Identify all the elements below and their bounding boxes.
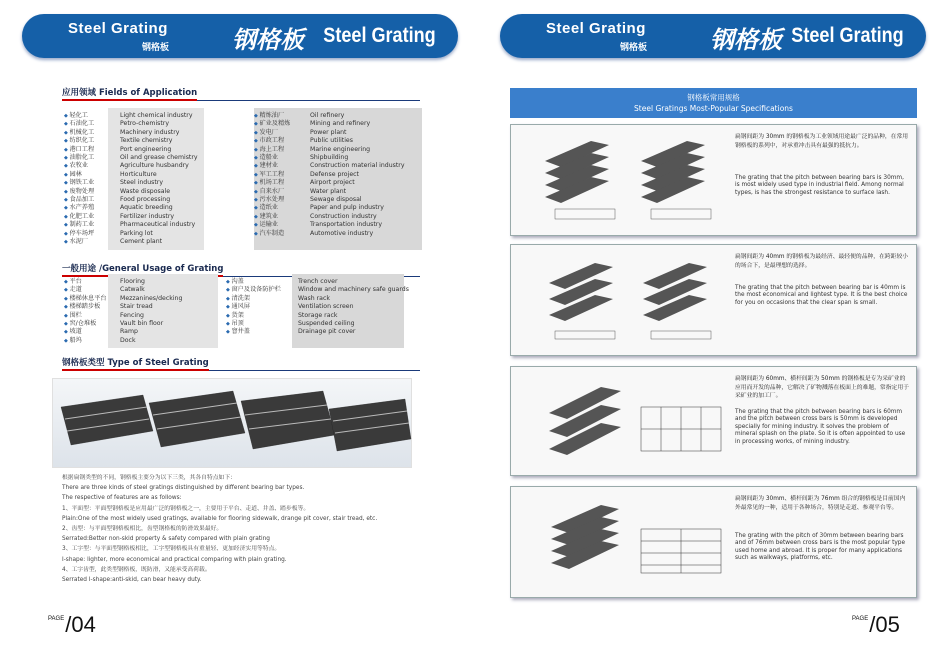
list-item [254, 230, 419, 238]
list-item [226, 303, 416, 311]
header-banner-left [22, 14, 458, 58]
list-item [254, 204, 419, 212]
section-title-usage: 一般用途 /General Usage of Grating [62, 262, 420, 277]
item-cn: ◆ 自来水厂 [254, 188, 310, 196]
item-cn: ◆ 精炼油厂 [254, 112, 310, 120]
page-number-right: $^{PAGE}$/05 [852, 612, 900, 637]
item-en: Mining and refinery [310, 120, 371, 128]
grating-drawing-40mm [521, 251, 731, 351]
list-item [64, 129, 254, 137]
list-item [254, 129, 419, 137]
item-en: Ramp [120, 328, 138, 336]
item-cn: ◆ 吊顶 [226, 320, 298, 328]
list-item [254, 162, 419, 170]
list-item [226, 328, 416, 336]
list-item [226, 286, 416, 294]
item-en: Airport project [310, 179, 355, 187]
item-cn: ◆ 军工工程 [254, 171, 310, 179]
item-cn: ◆ 通风屏 [226, 303, 298, 311]
item-cn: ◆ 钢铁工业 [64, 179, 120, 187]
item-cn: ◆ 发电厂 [254, 129, 310, 137]
item-cn: ◆ 石油化工 [64, 120, 120, 128]
spec-panel-40mm [510, 244, 917, 356]
item-en: Steel industry [120, 179, 163, 187]
spec-header-cn: 钢格板常用规格 [687, 93, 740, 102]
spec-panel-cn: 扁钢间距为 40mm 的钢格板为最经济、最轻便的品种，在跨距较小的场合下，是最理想的选择。 [735, 254, 909, 269]
item-en: Wash rack [298, 294, 330, 302]
item-en: Sewage disposal [310, 196, 362, 204]
types-text-line: 1、平面型：平面型钢格板是应用最广泛的钢格板之一，主要用于平台、走道、井盖、踏步板等。 [62, 505, 310, 512]
grating-drawing-60x50mm [521, 373, 731, 473]
item-en: Cement plant [120, 238, 163, 246]
item-cn: ◆ 货架 [226, 312, 298, 320]
header-banner-right [500, 14, 926, 58]
item-en: Vault bin floor [120, 320, 164, 328]
item-en: Catwalk [120, 286, 145, 294]
list-item [226, 295, 416, 303]
usage-list-right [226, 278, 416, 337]
item-en: Suspended ceiling [298, 320, 355, 328]
item-en: Drainage pit cover [298, 328, 356, 336]
list-item [254, 179, 419, 187]
item-cn: ◆ 楼梯踏步板 [64, 303, 120, 311]
spec-panel-en: The grating that the pitch between bearing bars is 30mm, is most widely used type in industrial field. Among normal types, is has the strongest resistance to surface lash. [735, 175, 904, 196]
list-item [64, 137, 254, 145]
item-cn: ◆ 清洗架 [226, 295, 298, 303]
item-cn: ◆ 运输业 [254, 221, 310, 229]
list-item [64, 312, 224, 320]
types-text-line: 3、工字型：与平面型钢格板相比，工字型钢格板具有重量轻、更加经济实用等特点。 [62, 546, 281, 553]
list-item [64, 188, 254, 196]
list-item [64, 146, 254, 154]
item-en: Waste disposale [120, 187, 171, 195]
types-text-line: The respective of features are as follows: [62, 495, 182, 502]
item-cn: ◆ 窖/仓堆板 [64, 320, 120, 328]
item-cn: ◆ 停车场坪 [64, 230, 120, 238]
item-cn: ◆ 海上工程 [254, 146, 310, 154]
list-item [64, 238, 254, 246]
list-item [226, 312, 416, 320]
item-cn: ◆ 港口工程 [64, 146, 120, 154]
list-item [64, 337, 224, 345]
item-en: Automotive industry [310, 229, 374, 237]
item-en: Horticulture [120, 170, 157, 178]
list-item [254, 154, 419, 162]
list-item [64, 171, 254, 179]
list-item [254, 188, 419, 196]
item-cn: ◆ 建筑业 [254, 213, 310, 221]
list-item [254, 120, 419, 128]
list-item [254, 196, 419, 204]
item-en: Light chemical industry [120, 112, 193, 119]
item-cn: ◆ 平台 [64, 278, 120, 286]
item-cn: ◆ 污水处理 [254, 196, 310, 204]
grating-drawing-30mm [521, 131, 731, 231]
item-cn: ◆ 水泥厂 [64, 238, 120, 246]
item-en: Paper and pulp industry [310, 204, 384, 212]
item-cn: ◆ 窗户及设备防护栏 [226, 286, 298, 294]
usage-list-left [64, 278, 224, 345]
list-item [64, 162, 254, 170]
spec-header-en: Steel Gratings Most-Popular Specifications [634, 104, 793, 113]
item-en: Public utilities [310, 137, 353, 145]
item-en: Water plant [310, 187, 347, 195]
list-item [64, 179, 254, 187]
list-item [64, 230, 254, 238]
types-text-line: I-shape: lighter, more economical and practical comparing with plain grating. [62, 556, 287, 563]
list-item [64, 221, 254, 229]
item-cn: ◆ 园林 [64, 171, 120, 179]
item-en: Oil refinery [310, 112, 345, 119]
grating-photo-drawing [53, 379, 413, 469]
item-en: Stair tread [120, 303, 153, 311]
item-en: Textile chemistry [120, 137, 173, 145]
item-cn: ◆ 水产养殖 [64, 204, 120, 212]
item-en: Dock [120, 336, 136, 344]
types-text-line: 4、工字齿型，此类型钢格板，既防滑，又能承受高荷载。 [62, 566, 211, 573]
item-cn: ◆ 油脂化工 [64, 154, 120, 162]
item-en: Flooring [120, 278, 145, 285]
types-text-line: Serrated:Better non-skid property & safety compared with plain grating [62, 536, 270, 543]
types-text-line: 2、齿型：与平面型钢格板相比，齿型钢格板的防滑效果最好。 [62, 526, 223, 533]
item-cn: ◆ 制药工业 [64, 221, 120, 229]
spec-panel-cn: 扁钢间距为 30mm、横杆间距为 76mm 组合的钢格板是目前国内外最常见的一种，适用于各种场合，特别是走道、参观平台等。 [735, 496, 906, 511]
list-item [64, 320, 224, 328]
item-cn: ◆ 废物处理 [64, 188, 120, 196]
section-title-fields: 应用领域 Fields of Application [62, 86, 420, 101]
banner-title-en: Steel Grating [68, 20, 168, 37]
item-en: Power plant [310, 128, 347, 136]
banner-logo-text: Steel Grating [791, 24, 904, 47]
list-item [64, 303, 224, 311]
item-cn: ◆ 沟盖 [226, 278, 298, 286]
item-cn: ◆ 楼梯休息平台 [64, 295, 120, 303]
grating-types-photo [52, 378, 412, 468]
item-cn: ◆ 坡道 [64, 328, 120, 336]
item-en: Fencing [120, 311, 144, 319]
item-en: Mezzanines/decking [120, 294, 183, 302]
spec-panel-cn: 扁钢间距为 60mm、横杆间距为 50mm 的钢格板是专为采矿业的应用而开发的品种，它解决了矿物溅落在板面上的难题，常指定用于采矿业的加工厂。 [735, 376, 909, 399]
item-cn: ◆ 矿业及精炼 [254, 120, 310, 128]
item-en: Marine engineering [310, 145, 371, 153]
grating-types-text [62, 473, 422, 585]
item-en: Pharmaceutical industry [120, 221, 196, 229]
item-cn: ◆ 造纸业 [254, 204, 310, 212]
page-number-left: $^{PAGE}$/04 [48, 612, 96, 637]
item-en: Construction material industry [310, 162, 405, 170]
grating-drawing-30x76mm [521, 493, 731, 593]
spec-panel-en: The grating with the pitch of 30mm between bearing bars and of 76mm between cross bars is the most popular type used home and abroad. It is proper for many applications such as walkways, platforms, etc. [735, 533, 906, 562]
banner-calligraphy: 钢格板 [232, 25, 304, 54]
item-en: Defense project [310, 170, 359, 178]
item-en: Agriculture husbandry [120, 162, 189, 170]
item-en: Window and machinery safe guards [298, 286, 409, 294]
banner-title-cn: 钢格板 [620, 43, 648, 53]
item-en: Transportation industry [310, 221, 382, 229]
spec-panel-30mm [510, 124, 917, 236]
list-item [64, 120, 254, 128]
item-cn: ◆ 机场工程 [254, 179, 310, 187]
fields-list-left [64, 112, 254, 247]
section-title-types: 钢格板类型 Type of Steel Grating [62, 356, 420, 371]
item-en: Trench cover [298, 278, 338, 285]
item-en: Port engineering [120, 145, 172, 153]
list-item [254, 146, 419, 154]
spec-panel-cn: 扁钢间距为 30mm 的钢格板为工业领域用途最广泛的品种，在常用钢格板的系列中，对承重冲击具有最强的抵抗力。 [735, 134, 909, 149]
item-en: Oil and grease chemistry [120, 154, 198, 162]
item-en: Shipbuilding [310, 154, 349, 162]
item-en: Fertilizer industry [120, 212, 175, 220]
types-text-line: Plain:One of the most widely used gratings, available for flooring sidewalk, drange pit cover, stair tread, etc. [62, 515, 378, 522]
item-cn: ◆ 食品加工 [64, 196, 120, 204]
item-cn: ◆ 纺织化工 [64, 137, 120, 145]
item-cn: ◆ 化肥工业 [64, 213, 120, 221]
banner-logo-text: Steel Grating [323, 24, 436, 47]
item-cn: ◆ 市政工程 [254, 137, 310, 145]
list-item [64, 295, 224, 303]
list-item [64, 286, 224, 294]
item-cn: ◆ 机械化工 [64, 129, 120, 137]
item-cn: ◆ 走道 [64, 286, 120, 294]
types-text-line: Serrated I-shape:anti-skid, can bear heavy duty. [62, 577, 202, 584]
list-item [254, 137, 419, 145]
item-en: Ventilation screen [298, 303, 354, 311]
list-item [64, 204, 254, 212]
spec-panel-60x50mm [510, 366, 917, 476]
item-cn: ◆ 造船业 [254, 154, 310, 162]
list-item [226, 320, 416, 328]
banner-title-en: Steel Grating [546, 20, 646, 37]
item-en: Food processing [120, 196, 171, 204]
types-text-line: 根据扁钢类型的不同，钢格板主要分为以下三类，其各自特点如下： [62, 475, 236, 481]
item-cn: ◆ 窨井盖 [226, 328, 298, 336]
spec-panel-en: The grating that the pitch between bearing bar is 40mm is the most economical and lightest type. It is the best choice for you on occasions that the clear span is small. [735, 285, 908, 306]
item-cn: ◆ 汽车制造 [254, 230, 310, 238]
spec-panel-en: The grating that the pitch between bearing bars is 60mm and the pitch between cross bars is 50mm is developed specially for mining industry. It solves the problem of mineral splash on the plate. So it is often appointed to use in processing works, of mining industry. [735, 409, 906, 445]
list-item [254, 213, 419, 221]
item-en: Construction industry [310, 212, 377, 220]
banner-title-cn: 钢格板 [142, 43, 170, 53]
list-item [64, 328, 224, 336]
list-item [254, 221, 419, 229]
item-cn: ◆ 围栏 [64, 312, 120, 320]
item-en: Machinery industry [120, 128, 180, 136]
item-en: Parking lot [120, 229, 153, 237]
item-en: Petro-chemistry [120, 120, 170, 128]
item-en: Storage rack [298, 311, 338, 319]
item-cn: ◆ 建材业 [254, 162, 310, 170]
types-text-line: There are three kinds of steel gratings distinguished by different bearing bar types. [62, 485, 305, 492]
item-cn: ◆ 农牧业 [64, 162, 120, 170]
item-cn: ◆ 轻化工 [64, 112, 120, 120]
list-item [254, 171, 419, 179]
fields-list-right [254, 112, 419, 238]
item-en: Aquatic breeding [120, 204, 173, 212]
spec-header [510, 88, 917, 118]
spec-panel-30x76mm [510, 486, 917, 598]
list-item [64, 154, 254, 162]
list-item [64, 278, 224, 286]
banner-calligraphy: 钢格板 [710, 25, 782, 54]
item-cn: ◆ 船坞 [64, 337, 120, 345]
